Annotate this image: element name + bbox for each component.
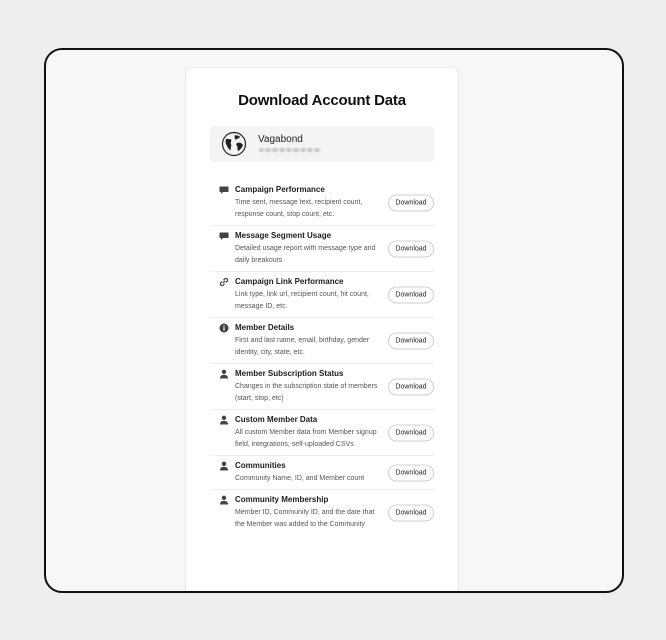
item-description: Member ID, Community ID, and the date that the Member was added to the Community (235, 509, 375, 528)
chat-bubble-icon (219, 231, 229, 241)
list-item-communities (210, 456, 434, 490)
account-name: Vagabond (258, 134, 303, 145)
list-item-member-details (210, 318, 434, 364)
download-button[interactable]: Download (388, 504, 434, 521)
download-button[interactable]: Download (388, 240, 434, 257)
item-description: All custom Member data from Member signup field, integrations, self-uploaded CSVs (235, 429, 377, 448)
download-button[interactable]: Download (388, 332, 434, 349)
download-button[interactable]: Download (388, 378, 434, 395)
info-icon (219, 323, 229, 333)
chat-bubble-icon (219, 185, 229, 195)
item-title: Campaign Performance (235, 185, 325, 194)
link-icon (219, 277, 229, 287)
item-title: Communities (235, 461, 286, 470)
item-description: Community Name, ID, and Member count (235, 475, 365, 482)
list-item-campaign-performance (210, 180, 434, 226)
item-title: Custom Member Data (235, 415, 318, 424)
download-button[interactable]: Download (388, 464, 434, 481)
download-button[interactable]: Download (388, 194, 434, 211)
download-button[interactable]: Download (388, 286, 434, 303)
person-icon (219, 461, 229, 471)
item-title: Campaign Link Performance (235, 277, 344, 286)
person-icon (219, 415, 229, 425)
person-icon (219, 369, 229, 379)
list-item-message-segment-usage (210, 226, 434, 272)
list-item-community-membership (210, 490, 434, 535)
person-icon (219, 495, 229, 505)
item-description: First and last name, email, birthday, gender identity, city, state, etc. (235, 337, 370, 356)
item-description: Time sent, message text, recipient count, response count, stop count, etc. (235, 199, 363, 218)
item-description: Link type, link url, recipient count, hit count, message ID, etc. (235, 291, 369, 310)
list-item-campaign-link-performance (210, 272, 434, 318)
item-title: Member Details (235, 323, 295, 332)
page-title: Download Account Data (238, 92, 406, 109)
list-item-custom-member-data (210, 410, 434, 456)
download-button[interactable]: Download (388, 424, 434, 441)
download-list (210, 180, 434, 535)
globe-icon (221, 131, 247, 157)
account-info (210, 126, 434, 162)
download-card (186, 68, 458, 593)
account-email-redacted (259, 148, 321, 152)
list-item-member-subscription-status (210, 364, 434, 410)
item-title: Community Membership (235, 495, 329, 504)
item-description: Detailed usage report with message type and daily breakouts (235, 245, 376, 264)
item-title: Member Subscription Status (235, 369, 344, 378)
item-title: Message Segment Usage (235, 231, 332, 240)
item-description: Changes in the subscription state of members (start, stop, etc) (235, 383, 378, 402)
app-frame (44, 48, 624, 593)
